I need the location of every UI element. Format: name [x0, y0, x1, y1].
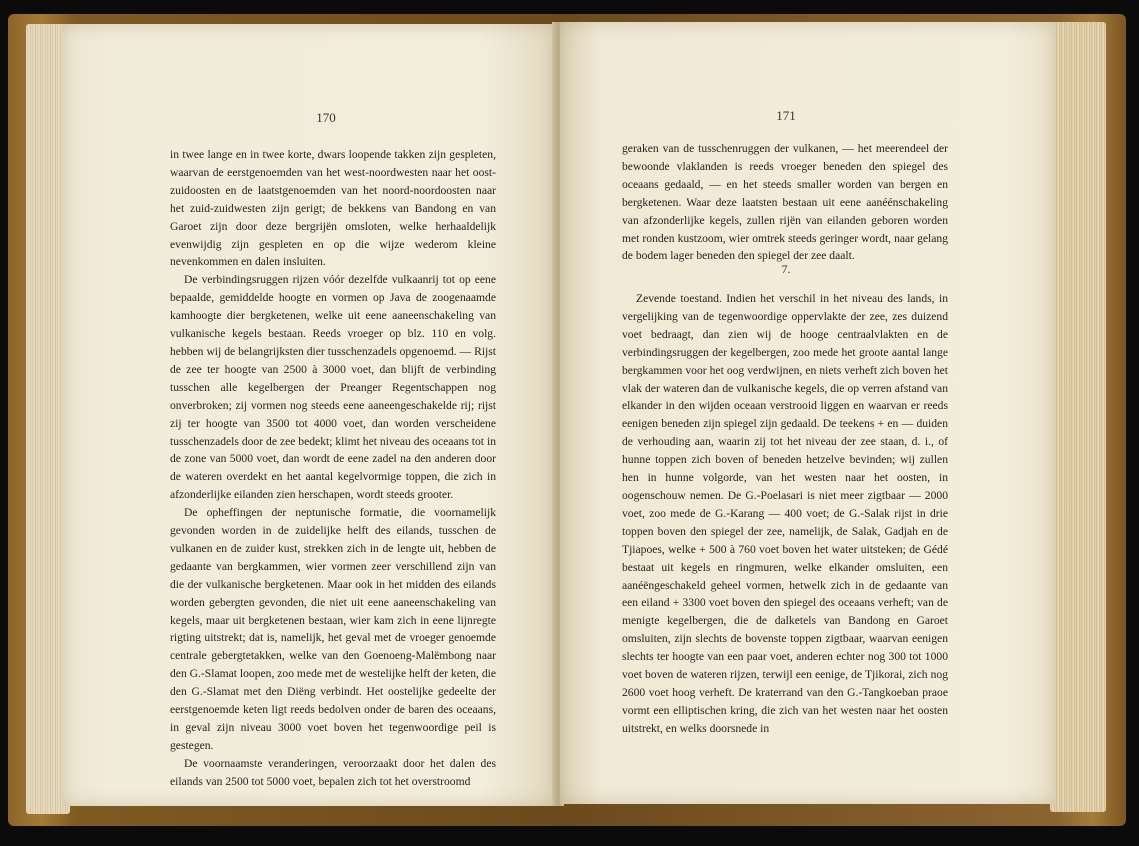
- right-page-text-main: [622, 290, 948, 738]
- page-number: 171: [776, 108, 796, 123]
- paragraph: De opheffingen der neptunische formatie, die voornamelijk gevonden worden in de zuidelijke helft des eilands, tusschen de vulkanen en de zuider kust, strekken zich in de lengte uit, hebben de gedaante van bergkammen, wier vormen zeer verschillend zijn van die der vulkanische bergketenen. Maar ook in het midden des eilands worden gebergten gevonden, die niet uit eene aaneenschakeling van kegels, maar uit bergketenen bestaan, wier kam zich in eene lijnregte rigting uitstrekt; dat is, namelijk, het geval met de vroeger genoemde centrale gebergtetakken, welke van den Goenoeng-Malëmbong naar den G.-Slamat loopen, zoo mede met de westelijke helft der keten, die den G.-Slamat met den Diëng verbindt. Het oostelijke gedeelte der eerstgenoemde keten ligt reeds bedolven onder de baren des oceaans, in geval zijn niveau 3000 voet boven het tegenwoordige peil is gestegen.: [170, 506, 496, 752]
- right-page-text-top: [622, 140, 948, 265]
- paragraph: De verbindingsruggen rijzen vóór dezelfde vulkaanrij tot op eene bepaalde, gemiddelde hoogte en vormen op Java de zoogenaamde kamhoogte dier bergketenen, welke uit eene aaneenschakeling van vulkanische kegels bestaan. Reeds vroeger op blz. 110 en volg. hebben wij de belangrijksten dier tusschenzadels opgenoemd. — Rijst de zee ter hoogte van 2500 à 3000 voet, dan blijft de verbinding tusschen alle kegelbergen der Preanger Regentschappen nog onverbroken; zij vormen nog steeds eene aaneengeschakelde rij; rijst zij ter hoogte van 3500 tot 4000 voet, dan worden verscheidene tusschenzadels door de zee bedekt; klimt het niveau des oceaans tot in de zone van 5000 voet, dan wordt de eene zadel na den anderen door de wateren overdekt en het aantal kegelvormige toppen, die zich in afzonderlijke eilanden zien herschapen, wordt steeds grooter.: [170, 273, 496, 502]
- paragraph: De voornaamste veranderingen, veroorzaakt door het dalen des eilands van 2500 tot 5000 voet, bepalen zich tot het overstroomd: [170, 756, 496, 788]
- paragraph: Zevende toestand. Indien het verschil in het niveau des lands, in vergelijking van de tegenwoordige oppervlakte der zee, zes duizend voet bedraagt, dan zien wij de hooge centraalvlakten en de verbindingsruggen der kegelbergen, zoo mede het groote aantal lange bergkammen voor het oog verdwijnen, en niets verheft zich boven het vlak der wateren dan de vulkanische kegels, die op verren afstand van elkander in den wijden oceaan verstrooid liggen en waarvan er reeds eenigen beneden zijn spiegel zijn gedaald. De teekens + en — duiden de verhouding aan, waarin zij tot het niveau der zee staan, d. i., of hunne toppen zich boven of beneden hetzelve bevinden; wij zullen hen in hunne volgorde, van het westen naar het oosten, in oogenschouw nemen. De G.-Poelasari is niet meer zigtbaar — 2000 voet, zoo mede de G.-Karang — 400 voet; de G.-Salak rijst in drie toppen boven den spiegel der zee, namelijk, de Salak, Gadjah en de Tjiapoes, welke + 500 à 760 voet boven het water uitsteken; de Gédé bestaat uit kegels en ringmuren, welke elkander omsluiten, een aanéëngeschakeld geheel vormen, hetwelk zich in de gedaante van een eiland + 3300 voet boven den spiegel des oceaans verheft; van de menigte kegelbergen, die de dalketels van Bandong en Garoet omsluiten, zijn slechts de bovenste toppen zigtbaar, waarvan eenigen slechts ter hoogte van een paar voet, anderen echter nog 300 tot 1000 voet boven de wateren rijzen, terwijl een eenige, de Tjikorai, zich nog 2600 voet hoog verheft. De kraterrand van den G.-Tangkoeban praoe vormt een elliptischen kring, die zich van het westen naar het oosten uitstrekt, en welks doorsnede in: [622, 292, 948, 735]
- paragraph: in twee lange en in twee korte, dwars loopende takken zijn gespleten, waarvan de eerstgenoemden van het west-noordwesten naar het oost-zuidoosten en de laatstgenoemden van het noord-noordoosten naar het zuid-zuidwesten zijn gerigt; de bekkens van Bandong en van Garoet zijn door deze bergrijën omsloten, welke herhaaldelijk evenwijdig zijn gespleten en op die wijze wederom kleine nevenkommen en dalen insluiten.: [170, 148, 496, 269]
- paragraph: geraken van de tusschenruggen der vulkanen, — het meerendeel der bewoonde vlaklanden is reeds vroeger beneden den spiegel des oceaans gedaald, — en het steeds smaller worden van bergen en bergketenen. Waar deze laatsten bestaan uit eene aanéénschakeling van afzonderlijke kegels, zullen rijën van eilanden geboren worden met ronden kustzoom, wier omtrek steeds geringer wordt, naar gelang de bodem lager beneden den spiegel der zee daalt.: [622, 142, 948, 263]
- page-edges-right: [1050, 22, 1106, 812]
- right-page: [560, 22, 1056, 804]
- page-number: 170: [316, 110, 336, 125]
- left-page-text: [170, 146, 496, 791]
- section-number: 7.: [781, 262, 791, 276]
- left-page: [62, 24, 556, 806]
